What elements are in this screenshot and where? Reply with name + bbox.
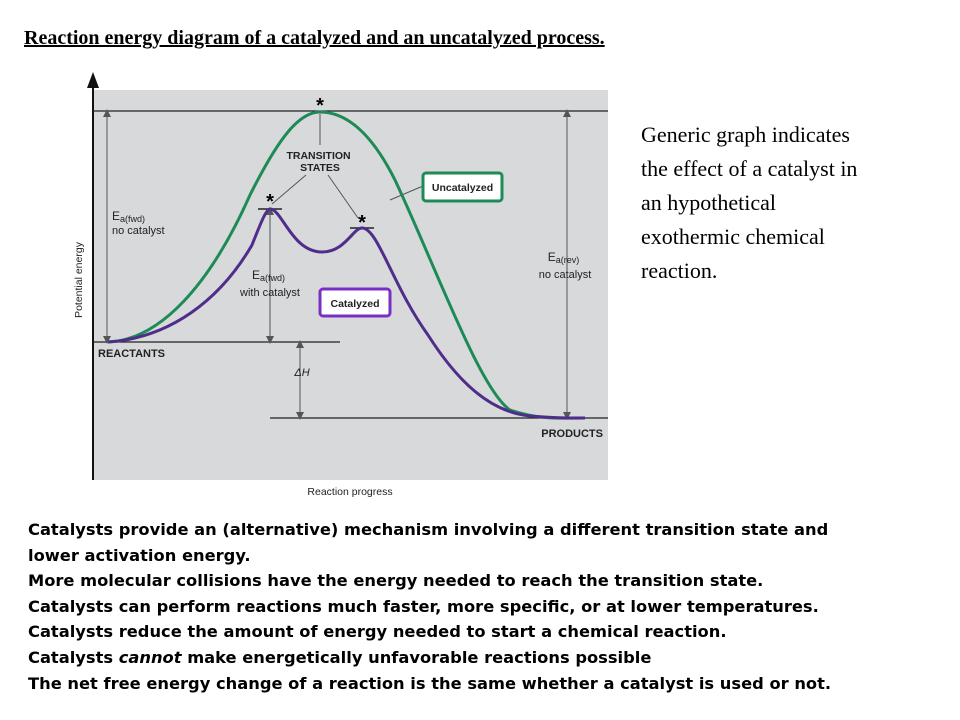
catalyst-facts [28, 517, 948, 696]
side-note [641, 118, 941, 288]
catalyzed-ts1-star: * [266, 191, 274, 213]
uncatalyzed-ts-star: * [316, 95, 324, 117]
ea-symbol: E [112, 209, 121, 223]
catalyzed-ts2-star: * [358, 212, 366, 234]
page-title: Reaction energy diagram of a catalyzed and an uncatalyzed process. [24, 27, 605, 49]
products-label: PRODUCTS [541, 428, 603, 440]
fact-line-6 [28, 645, 948, 671]
fact-line-4: Catalysts can perform reactions much faster, more specific, or at lower temperatures. [28, 596, 819, 616]
side-note-line: an hypothetical [641, 190, 777, 215]
ea-subscript: a(rev) [555, 255, 580, 265]
transition-states-line1: TRANSITION [286, 150, 351, 162]
fact-line-7: The net free energy change of a reaction is the same whether a catalyst is used or not. [28, 673, 832, 693]
fact-line-1: Catalysts provide an (alternative) mechanism involving a different transition state and [28, 520, 829, 539]
fact-line-6-start: Catalysts [28, 647, 119, 667]
fact-line-2: lower activation energy. [28, 545, 251, 565]
ea-symbol: E [547, 250, 556, 264]
ea-note: no catalyst [538, 269, 592, 281]
side-note-line: reaction. [641, 258, 718, 283]
uncatalyzed-label: Uncatalyzed [431, 182, 494, 194]
ea-symbol: E [251, 268, 260, 282]
catalyzed-label: Catalyzed [330, 298, 380, 310]
fact-line-3: More molecular collisions have the energy needed to reach the transition state. [28, 571, 764, 591]
fact-line-5: Catalysts reduce the amount of energy needed to start a chemical reaction. [28, 622, 727, 642]
plot-area [93, 90, 608, 480]
side-note-line: the effect of a catalyst in [641, 156, 858, 181]
fact-line-6-italic: cannot [118, 647, 182, 667]
ea-note: with catalyst [240, 287, 300, 299]
ea-subscript: a(fwd) [259, 273, 285, 283]
x-axis-label: Reaction progress [307, 486, 393, 498]
transition-states-line2: STATES [300, 162, 340, 174]
y-axis-label: Potential energy [73, 242, 85, 318]
side-note-line: Generic graph indicates [641, 122, 850, 147]
ea-subscript: a(fwd) [120, 214, 146, 224]
fact-line-6-end: make energetically unfavorable reactions possible [181, 647, 652, 667]
reactants-label: REACTANTS [98, 348, 166, 360]
side-note-line: exothermic chemical [641, 224, 825, 249]
delta-h-label: ΔH [294, 367, 310, 379]
ea-note: no catalyst [112, 225, 165, 237]
y-axis-arrow [87, 72, 99, 88]
reaction-energy-diagram [60, 70, 620, 510]
